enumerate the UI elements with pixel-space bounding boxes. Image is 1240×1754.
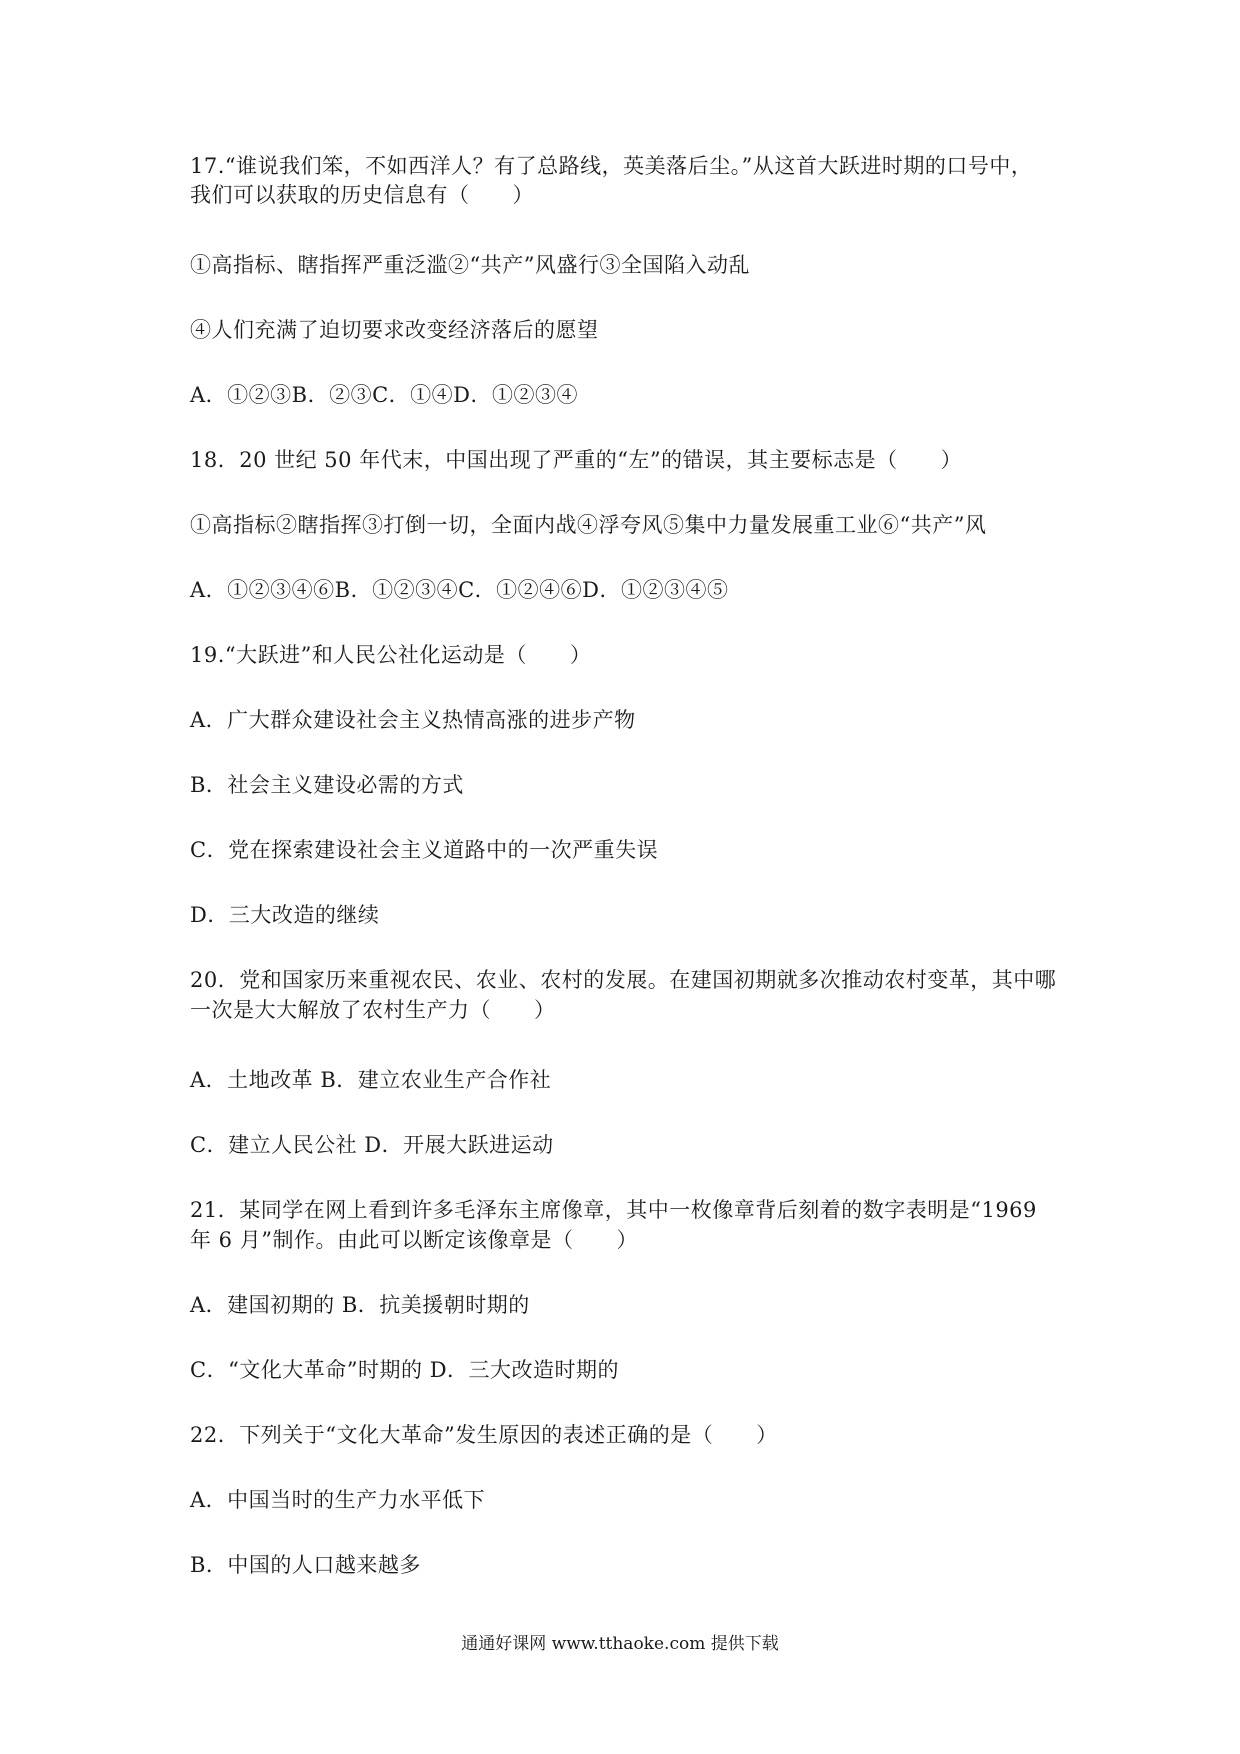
question-21-options-line-2: C．“文化大革命”时期的 D．三大改造时期的	[190, 1358, 620, 1382]
question-19-stem: 19.“大跃进”和人民公社化运动是（ ）	[190, 643, 592, 667]
question-19-option-b: B．社会主义建设必需的方式	[190, 773, 464, 797]
question-20-stem-line-2: 一次是大大解放了农村生产力（ ）	[190, 998, 556, 1022]
question-20-options-line-1: A．土地改革 B．建立农业生产合作社	[190, 1068, 552, 1092]
question-22-option-a: A．中国当时的生产力水平低下	[190, 1488, 486, 1512]
question-17-statement-1: ①高指标、瞎指挥严重泛滥②“共产”风盛行③全国陷入动乱	[190, 253, 750, 277]
question-17-statement-2: ④人们充满了迫切要求改变经济落后的愿望	[190, 318, 599, 342]
question-18-options: A．①②③④⑥B．①②③④C．①②④⑥D．①②③④⑤	[190, 578, 729, 602]
question-21-stem-line-1: 21．某同学在网上看到许多毛泽东主席像章，其中一枚像章背后刻着的数字表明是“1969	[190, 1198, 1037, 1222]
question-18-stem: 18．20 世纪 50 年代末，中国出现了严重的“左”的错误，其主要标志是（ ）	[190, 448, 963, 472]
question-17-stem-line-2: 我们可以获取的历史信息有（ ）	[190, 183, 534, 207]
question-17-stem-line-1: 17.“谁说我们笨，不如西洋人？有了总路线，英美落后尘。”从这首大跃进时期的口号中，	[190, 154, 1033, 178]
question-18-statement: ①高指标②瞎指挥③打倒一切，全面内战④浮夸风⑤集中力量发展重工业⑥“共产”风	[190, 513, 987, 537]
question-21-options-line-1: A．建国初期的 B．抗美援朝时期的	[190, 1293, 530, 1317]
question-19-option-c: C．党在探索建设社会主义道路中的一次严重失误	[190, 838, 659, 862]
question-17-options: A．①②③B．②③C．①④D．①②③④	[190, 383, 579, 407]
question-20-options-line-2: C．建立人民公社 D．开展大跃进运动	[190, 1133, 554, 1157]
question-20-stem-line-1: 20．党和国家历来重视农民、农业、农村的发展。在建国初期就多次推动农村变革，其中哪	[190, 968, 1057, 992]
question-19-option-d: D．三大改造的继续	[190, 903, 380, 927]
question-21-stem-line-2: 年 6 月”制作。由此可以断定该像章是（ ）	[190, 1228, 638, 1252]
question-19-option-a: A．广大群众建设社会主义热情高涨的进步产物	[190, 708, 636, 732]
question-22-stem: 22．下列关于“文化大革命”发生原因的表述正确的是（ ）	[190, 1423, 778, 1447]
question-22-option-b: B．中国的人口越来越多	[190, 1553, 421, 1577]
page-footer: 通通好课网 www.tthaoke.com 提供下载	[461, 1634, 779, 1654]
